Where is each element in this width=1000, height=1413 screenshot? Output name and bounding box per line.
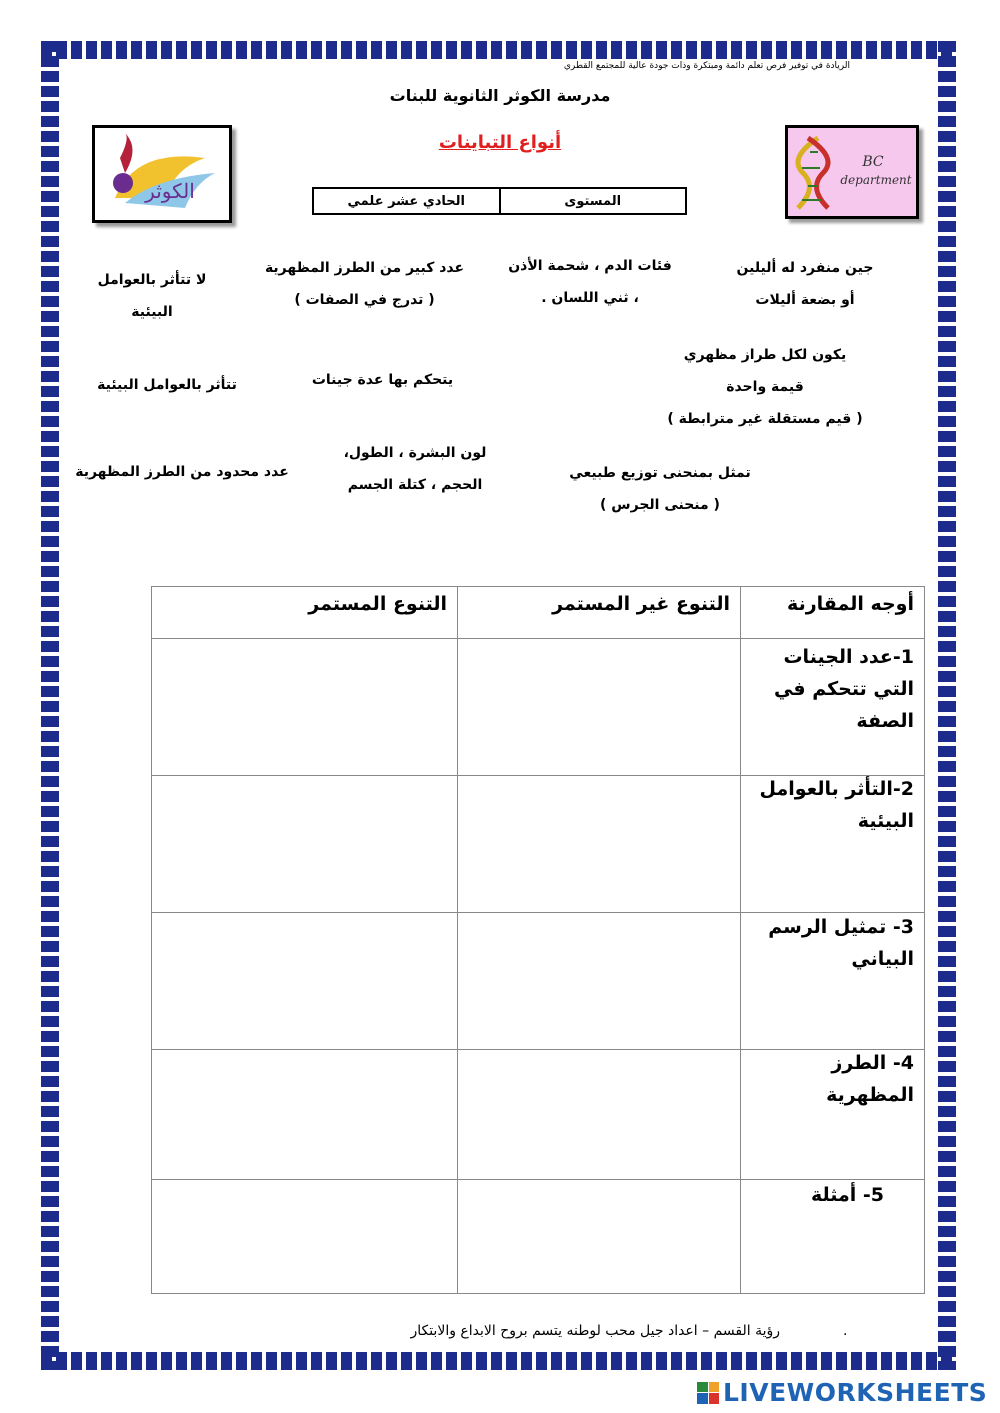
level-value: الحادي عشر علمي bbox=[347, 193, 465, 209]
school-logo-text: الكوثر bbox=[145, 179, 195, 203]
school-motto: الريادة في توفير فرص تعلم دائمة ومبتكرة وذات جودة عالية للمجتمع القطري bbox=[563, 61, 850, 71]
header-discontinuous: التنوع غير المستمر bbox=[552, 593, 730, 615]
row-label-line: المظهرية bbox=[826, 1084, 914, 1106]
school-logo bbox=[92, 125, 232, 223]
card-skin-color[interactable] bbox=[330, 437, 500, 501]
row-label-phenotypes bbox=[752, 1047, 914, 1111]
row-label-environment bbox=[752, 773, 914, 837]
card-single-value[interactable] bbox=[660, 339, 870, 435]
card-line: يتحكم بها عدة جينات bbox=[311, 372, 454, 388]
row-label-line: 5- أمثلة bbox=[810, 1184, 884, 1206]
card-single-gene[interactable] bbox=[710, 252, 900, 316]
card-line: ( قيم مستقلة غير مترابطة ) bbox=[667, 411, 863, 427]
frame-top bbox=[41, 41, 956, 59]
drop-cell-discontinuous-graph[interactable] bbox=[458, 913, 740, 1049]
drop-cell-continuous-graph[interactable] bbox=[152, 913, 457, 1049]
card-many-genes[interactable] bbox=[295, 364, 470, 396]
drop-cell-discontinuous-phenotypes[interactable] bbox=[458, 1050, 740, 1179]
row-label-line: 2-التأثر بالعوامل bbox=[759, 778, 914, 800]
header-continuous: التنوع المستمر bbox=[308, 593, 447, 615]
header-comparison-aspects: أوجه المقارنة bbox=[787, 593, 914, 615]
drop-cell-continuous-phenotypes[interactable] bbox=[152, 1050, 457, 1179]
card-line: البيئية bbox=[131, 304, 173, 320]
card-line: ( تدرج في الصفات ) bbox=[294, 292, 435, 308]
card-line: الحجم ، كتلة الجسم bbox=[347, 477, 483, 493]
dna-logo-image bbox=[788, 128, 916, 216]
drop-cell-continuous-genes[interactable] bbox=[152, 639, 457, 775]
card-line: فئات الدم ، شحمة الأذن bbox=[508, 258, 672, 274]
drop-cell-continuous-environment[interactable] bbox=[152, 776, 457, 912]
card-blood-groups[interactable] bbox=[490, 250, 690, 314]
school-name: مدرسة الكوثر الثانوية للبنات bbox=[389, 86, 611, 105]
card-line: قيمة واحدة bbox=[726, 379, 804, 395]
liveworksheets-wordmark: LIVEWORKSHEETS bbox=[723, 1378, 988, 1407]
card-not-affected-environment[interactable] bbox=[82, 264, 222, 328]
table-divider bbox=[740, 587, 741, 1293]
level-table bbox=[312, 187, 687, 215]
row-label-line: التي تتحكم في bbox=[773, 678, 914, 700]
department-vision: رؤية القسم – اعداد جيل محب لوطنه يتسم بروح الابداع والابتكار bbox=[410, 1323, 780, 1339]
drop-cell-discontinuous-examples[interactable] bbox=[458, 1180, 740, 1292]
card-line: جين منفرد له أليلين bbox=[736, 260, 874, 276]
card-line: تتأثر بالعوامل البيئية bbox=[97, 377, 237, 393]
frame-left bbox=[41, 41, 59, 1370]
card-line: تمثل بمنحنى توزيع طبيعي bbox=[569, 465, 751, 481]
card-line: أو بضعة أليلات bbox=[755, 292, 855, 308]
card-line: عدد محدود من الطرز المظهرية bbox=[75, 464, 289, 480]
frame-right bbox=[938, 41, 956, 1370]
row-label-line: الصفة bbox=[856, 710, 914, 732]
card-line: ، ثني اللسان . bbox=[541, 290, 639, 306]
frame-bottom bbox=[41, 1352, 956, 1370]
card-line: ( منحنى الجرس ) bbox=[600, 497, 720, 513]
drop-cell-continuous-examples[interactable] bbox=[152, 1180, 457, 1292]
liveworksheets-brand[interactable] bbox=[697, 1378, 987, 1407]
department-logo-text: department bbox=[840, 173, 912, 187]
level-label: المستوى bbox=[499, 189, 686, 213]
row-label-line: البياني bbox=[851, 948, 914, 970]
department-logo bbox=[785, 125, 919, 219]
row-label-line: 4- الطرز bbox=[831, 1052, 914, 1074]
page-title: أنواع التباينات bbox=[438, 132, 562, 153]
drop-cell-discontinuous-genes[interactable] bbox=[458, 639, 740, 775]
row-label-gene-count bbox=[752, 641, 914, 737]
row-label-line: 3- تمثيل الرسم bbox=[768, 916, 914, 938]
card-limited-phenotypes[interactable] bbox=[72, 456, 292, 488]
row-label-line: 1-عدد الجينات bbox=[783, 646, 914, 668]
row-label-examples bbox=[752, 1179, 884, 1211]
card-line: عدد كبير من الطرز المظهرية bbox=[264, 260, 465, 276]
card-affected-environment[interactable] bbox=[82, 369, 252, 401]
school-logo-image bbox=[95, 128, 229, 220]
row-label-graph bbox=[752, 911, 914, 975]
card-line: يكون لكل طراز مظهري bbox=[683, 347, 847, 363]
card-line: لا تتأثر بالعوامل bbox=[97, 272, 207, 288]
liveworksheets-icon bbox=[697, 1382, 719, 1404]
row-label-line: البيئية bbox=[857, 810, 914, 832]
card-normal-distribution[interactable] bbox=[560, 457, 760, 521]
drop-cell-discontinuous-environment[interactable] bbox=[458, 776, 740, 912]
department-monogram: BC bbox=[862, 154, 884, 170]
card-line: لون البشرة ، الطول، bbox=[343, 445, 487, 461]
card-many-phenotypes[interactable] bbox=[262, 252, 467, 316]
comparison-table bbox=[151, 586, 925, 1294]
footer-dot: . bbox=[843, 1323, 848, 1339]
